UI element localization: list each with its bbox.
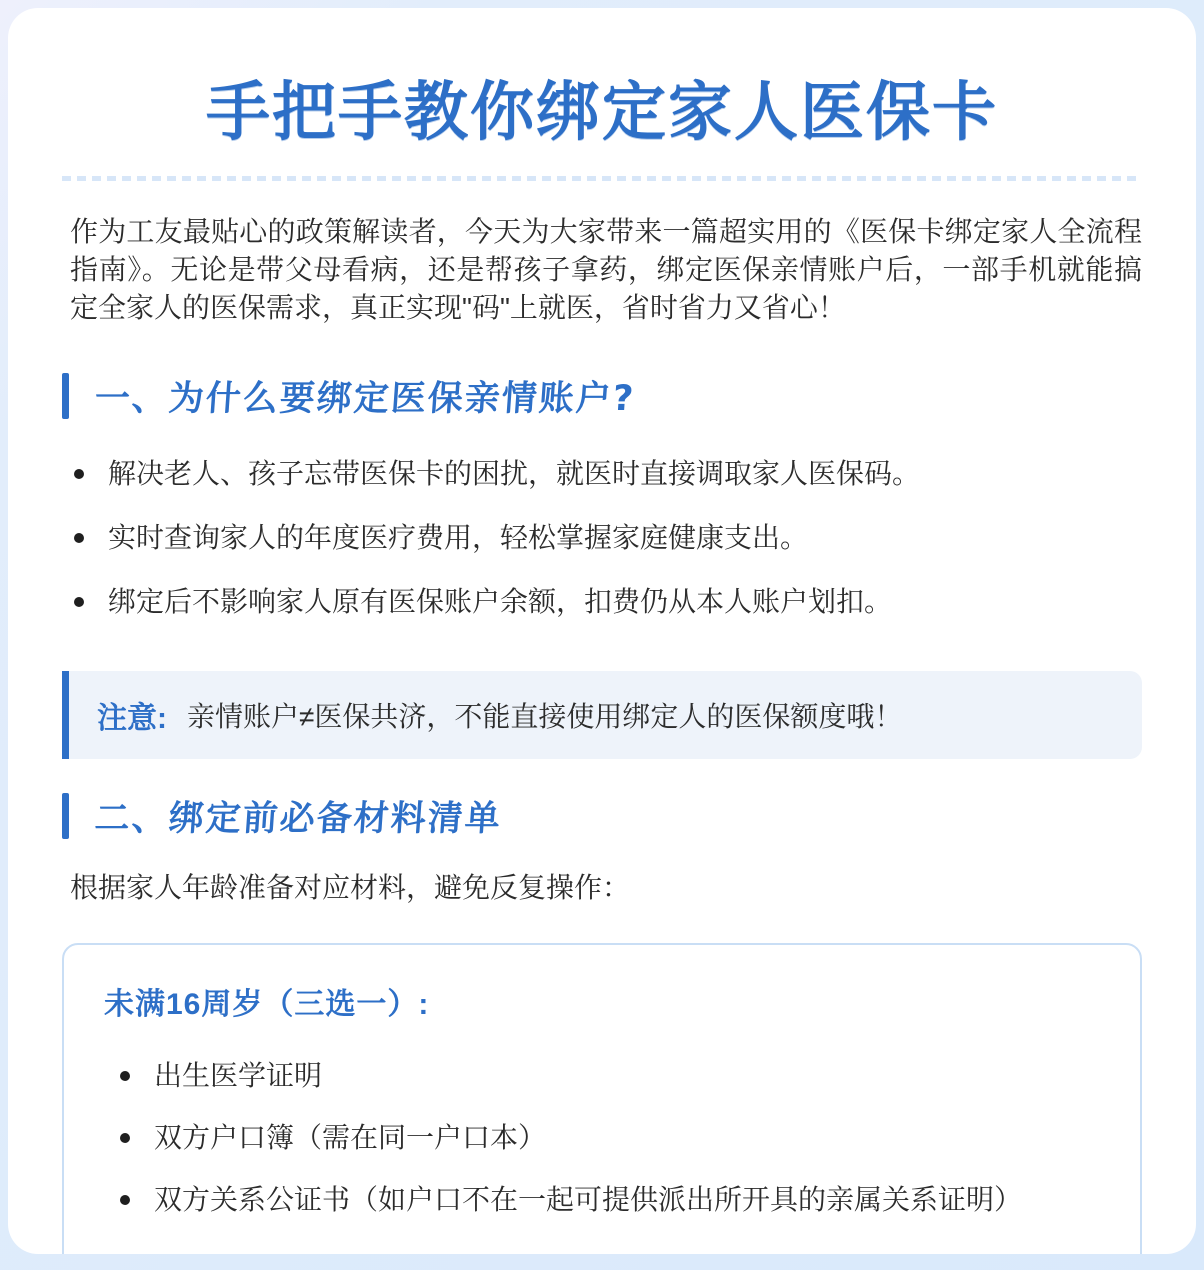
benefit-text: 实时查询家人的年度医疗费用，轻松掌握家庭健康支出。 — [108, 522, 809, 554]
bullet-icon — [74, 469, 84, 479]
heading-accent-bar — [62, 793, 69, 839]
material-text: 双方户口簿（需在同一户口本） — [154, 1122, 547, 1154]
list-item — [72, 583, 1142, 621]
bullet-icon — [120, 1133, 130, 1143]
section-heading-why-bind — [62, 371, 1142, 421]
benefit-text: 解决老人、孩子忘带医保卡的困扰，就医时直接调取家人医保码。 — [108, 458, 921, 490]
materials-lead-text: 根据家人年龄准备对应材料，避免反复操作： — [70, 872, 631, 904]
list-item — [118, 1057, 1100, 1095]
list-item — [72, 519, 1142, 557]
dotted-divider — [62, 176, 1142, 181]
note-callout — [62, 671, 1142, 759]
list-item — [72, 455, 1142, 493]
benefit-list — [62, 455, 1142, 621]
note-text: 亲情账户≠医保共济，不能直接使用绑定人的医保额度哦！ — [187, 701, 903, 733]
bullet-icon — [120, 1071, 130, 1081]
material-text: 出生医学证明 — [154, 1060, 323, 1092]
article-card — [8, 8, 1196, 1254]
benefit-text: 绑定后不影响家人原有医保账户余额，扣费仍从本人账户划扣。 — [108, 586, 893, 618]
heading-accent-bar — [62, 373, 69, 419]
section1-heading-text: 一、为什么要绑定医保亲情账户? — [93, 379, 637, 420]
page-title: 手把手教你绑定家人医保卡 — [206, 76, 998, 150]
list-item — [118, 1119, 1100, 1157]
bullet-icon — [74, 597, 84, 607]
materials-card — [62, 943, 1142, 1254]
materials-card-heading: 未满16周岁（三选一）: — [104, 988, 430, 1022]
materials-list — [104, 1057, 1100, 1219]
bullet-icon — [74, 533, 84, 543]
section-heading-materials — [62, 791, 1142, 841]
note-label: 注意: — [97, 702, 167, 736]
section2-heading-text: 二、绑定前必备材料清单 — [93, 799, 504, 840]
material-text: 双方关系公证书（如户口不在一起可提供派出所开具的亲属关系证明） — [154, 1184, 1023, 1216]
bullet-icon — [120, 1195, 130, 1205]
intro-paragraph: 作为工友最贴心的政策解读者，今天为大家带来一篇超实用的《医保卡绑定家人全流程指南》。无论是带父母看病，还是帮孩子拿药，绑定医保亲情账户后，一部手机就能搞定全家人的医保需求，真正实现"码"上就医，省时省力又省心！ — [70, 216, 1142, 324]
list-item — [118, 1181, 1100, 1219]
